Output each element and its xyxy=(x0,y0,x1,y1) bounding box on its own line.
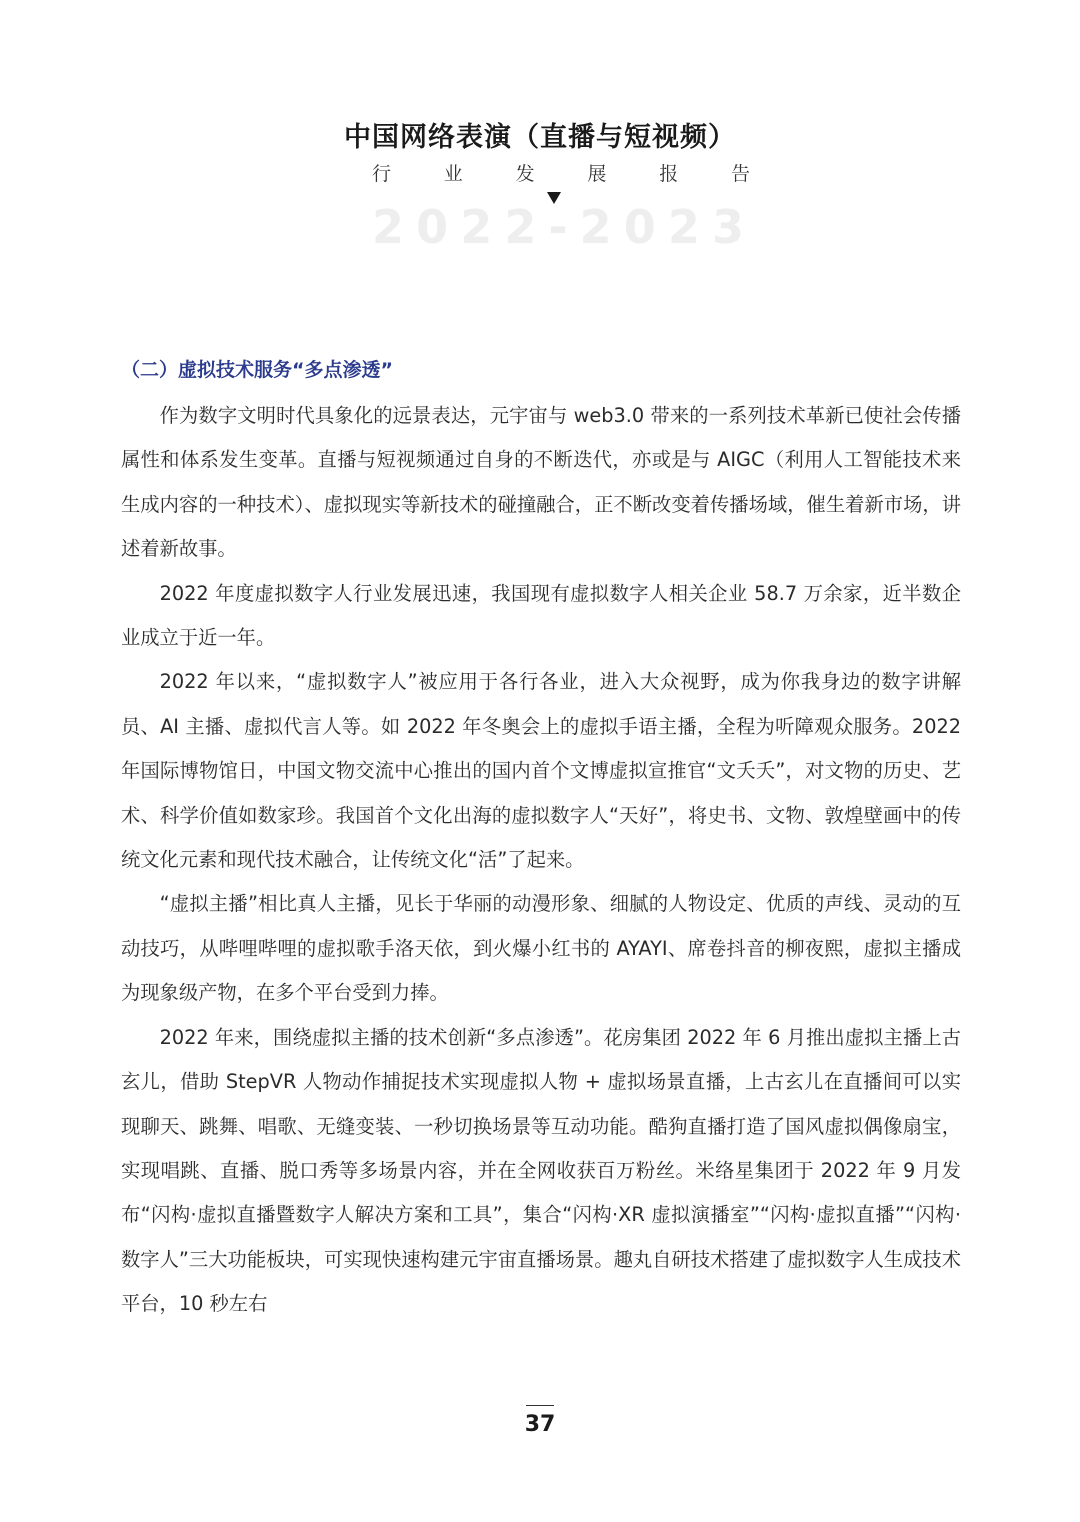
body-paragraph: 2022 年度虚拟数字人行业发展迅速，我国现有虚拟数字人相关企业 58.7 万余家，近半数企业成立于近一年。 xyxy=(121,581,961,650)
body-paragraph: 2022 年来，围绕虚拟主播的技术创新“多点渗透”。花房集团 2022 年 6 月推出虚拟主播上古玄儿，借助 StepVR 人物动作捕捉技术实现虚拟人物 + 虚拟场景直播，上古玄儿在直播间可以实现聊天、跳舞、唱歌、无缝变装、一秒切换场景等互动功能。酷狗直播打造了国风虚拟偶像扇宝，实现唱跳、直播、脱口秀等多场景内容，并在全网收获百万粉丝。米络星集团于 2022 年 9 月发布“闪构·虚拟直播暨数字人解决方案和工具”，集合“闪构·XR 虚拟演播室”“闪构·虚拟直播”“闪构·数字人”三大功能板块，可实现快速构建元宇宙直播场景。趣丸自研技术搭建了虚拟数字人生成技术平台，10 秒左右 xyxy=(121,1025,961,1316)
report-header xyxy=(0,118,1080,254)
report-title: 中国网络表演（直播与短视频） xyxy=(344,122,736,153)
year-char: 2 xyxy=(372,200,405,254)
year-char: 2 xyxy=(667,200,700,254)
year-char: 2 xyxy=(460,200,493,254)
page-number-rule xyxy=(526,1405,554,1406)
subtitle-char: 业 xyxy=(443,163,463,185)
report-subtitle xyxy=(372,160,750,188)
year-char: 0 xyxy=(416,200,449,254)
report-years xyxy=(372,200,744,254)
body-paragraph: 2022 年以来，“虚拟数字人”被应用于各行各业，进入大众视野，成为你我身边的数字讲解员、AI 主播、虚拟代言人等。如 2022 年冬奥会上的虚拟手语主播，全程为听障观众服务。2022 年国际博物馆日，中国文物交流中心推出的国内首个文博虚拟宣推官“文夭夭”，对文物的历史、艺术、科学价值如数家珍。我国首个文化出海的虚拟数字人“天好”，将史书、文物、敦煌壁画中的传统文化元素和现代技术融合，让传统文化“活”了起来。 xyxy=(121,670,961,872)
subtitle-char: 发 xyxy=(515,163,535,185)
year-char: - xyxy=(548,200,568,254)
page-footer xyxy=(0,1405,1080,1440)
year-char: 2 xyxy=(504,200,537,254)
subtitle-char: 展 xyxy=(587,163,607,185)
subtitle-char: 告 xyxy=(730,163,750,185)
body-paragraph: “虚拟主播”相比真人主播，见长于华丽的动漫形象、细腻的人物设定、优质的声线、灵动的互动技巧，从哔哩哔哩的虚拟歌手洛天依，到火爆小红书的 AYAYI、席卷抖音的柳夜熙，虚拟主播成为现象级产物，在多个平台受到力捧。 xyxy=(121,892,961,1005)
body-paragraph: 作为数字文明时代具象化的远景表达，元宇宙与 web3.0 带来的一系列技术革新已使社会传播属性和体系发生变革。直播与短视频通过自身的不断迭代，亦或是与 AIGC（利用人工智能技术来生成内容的一种技术）、虚拟现实等新技术的碰撞融合，正不断改变着传播场域，催生着新市场，讲述着新故事。 xyxy=(121,404,961,561)
year-char: 3 xyxy=(711,200,744,254)
subtitle-char: 行 xyxy=(372,163,392,185)
year-char: 0 xyxy=(623,200,656,254)
subtitle-char: 报 xyxy=(659,163,679,185)
page-number: 37 xyxy=(524,1412,556,1437)
page-body xyxy=(121,350,961,1327)
section-heading: （二）虚拟技术服务“多点渗透” xyxy=(121,359,393,381)
year-char: 2 xyxy=(579,200,612,254)
